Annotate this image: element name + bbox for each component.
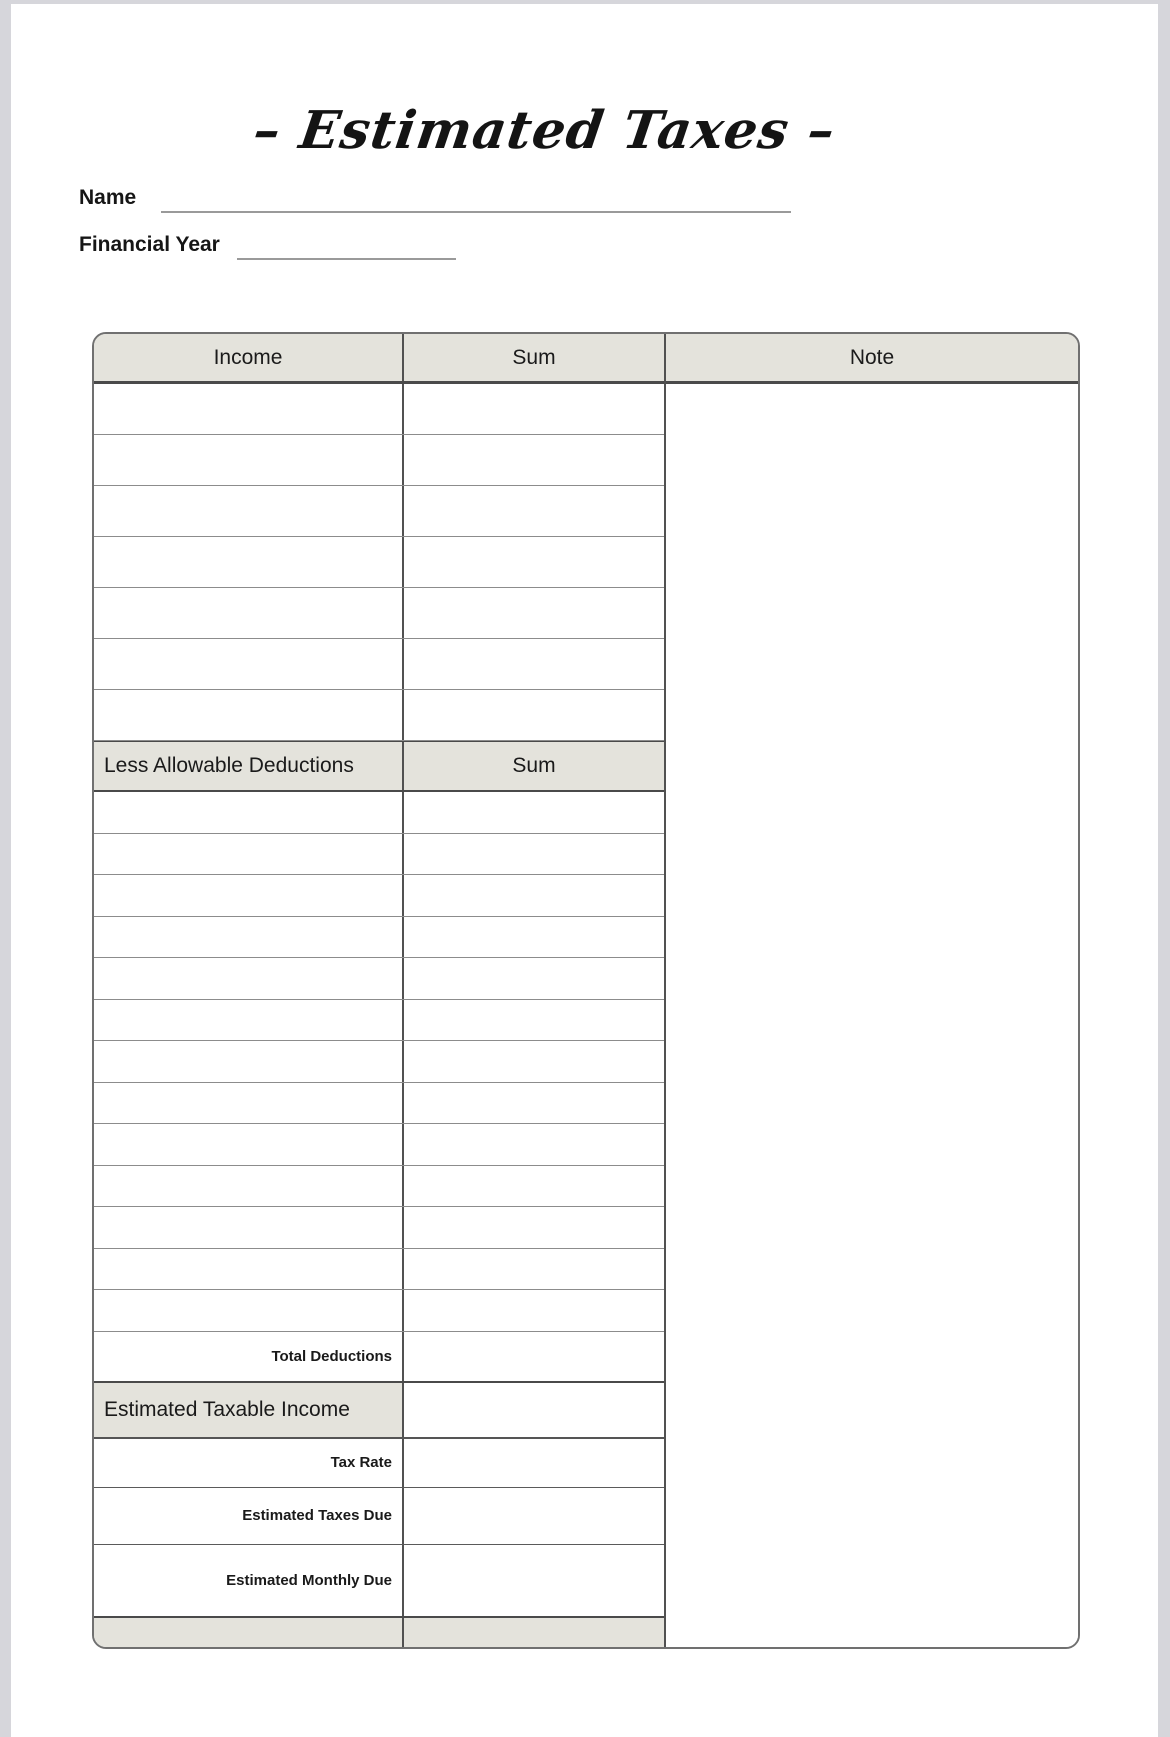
deduction-row bbox=[94, 1166, 664, 1208]
deduction-sum-cell[interactable] bbox=[404, 1290, 664, 1331]
income-row bbox=[94, 588, 664, 639]
estimated-taxes-due-label: Estimated Taxes Due bbox=[94, 1488, 404, 1544]
footer-left-cell bbox=[94, 1618, 404, 1648]
deductions-header-row bbox=[94, 741, 664, 792]
deduction-cell[interactable] bbox=[94, 1249, 404, 1290]
estimated-taxable-income-label: Estimated Taxable Income bbox=[94, 1383, 404, 1437]
document-page bbox=[11, 4, 1158, 1737]
income-cell[interactable] bbox=[94, 384, 404, 434]
income-row bbox=[94, 690, 664, 741]
income-cell[interactable] bbox=[94, 639, 404, 689]
estimated-taxable-income-value-cell[interactable] bbox=[404, 1383, 664, 1437]
deduction-sum-cell[interactable] bbox=[404, 1249, 664, 1290]
deduction-cell[interactable] bbox=[94, 1083, 404, 1124]
note-column-header: Note bbox=[666, 334, 1078, 384]
name-field-label: Name bbox=[79, 186, 137, 209]
deduction-cell[interactable] bbox=[94, 1207, 404, 1248]
footer-sum-cell bbox=[404, 1618, 664, 1648]
page-title: – Estimated Taxes – bbox=[249, 100, 840, 161]
income-sum-cell[interactable] bbox=[404, 690, 664, 740]
deduction-sum-cell[interactable] bbox=[404, 1083, 664, 1124]
deduction-cell[interactable] bbox=[94, 834, 404, 875]
deduction-row bbox=[94, 875, 664, 917]
deduction-cell[interactable] bbox=[94, 1041, 404, 1082]
deduction-row bbox=[94, 834, 664, 876]
income-sum-cell[interactable] bbox=[404, 486, 664, 536]
deduction-row bbox=[94, 1124, 664, 1166]
deductions-sum-header: Sum bbox=[512, 754, 556, 777]
deduction-sum-cell[interactable] bbox=[404, 958, 664, 999]
deduction-row bbox=[94, 917, 664, 959]
deduction-sum-cell[interactable] bbox=[404, 917, 664, 958]
deduction-cell[interactable] bbox=[94, 875, 404, 916]
deduction-sum-cell[interactable] bbox=[404, 1124, 664, 1165]
income-rows bbox=[94, 384, 664, 741]
deduction-row bbox=[94, 1000, 664, 1042]
income-row bbox=[94, 435, 664, 486]
deduction-sum-cell[interactable] bbox=[404, 834, 664, 875]
deduction-row bbox=[94, 958, 664, 1000]
deduction-cell[interactable] bbox=[94, 792, 404, 833]
deduction-sum-cell[interactable] bbox=[404, 792, 664, 833]
total-deductions-value-cell[interactable] bbox=[404, 1332, 664, 1381]
estimated-taxes-table bbox=[92, 332, 1080, 1649]
estimated-taxes-due-value-cell[interactable] bbox=[404, 1488, 664, 1544]
deduction-row bbox=[94, 1249, 664, 1291]
deduction-sum-cell[interactable] bbox=[404, 1166, 664, 1207]
estimated-monthly-due-value-cell[interactable] bbox=[404, 1545, 664, 1616]
estimated-taxable-income-row bbox=[94, 1383, 664, 1439]
estimated-monthly-due-row bbox=[94, 1545, 664, 1618]
financial-year-input-line[interactable] bbox=[237, 258, 456, 260]
income-cell[interactable] bbox=[94, 435, 404, 485]
name-input-line[interactable] bbox=[161, 211, 791, 213]
income-cell[interactable] bbox=[94, 537, 404, 587]
income-sum-cell[interactable] bbox=[404, 384, 664, 434]
deduction-cell[interactable] bbox=[94, 1124, 404, 1165]
estimated-monthly-due-label: Estimated Monthly Due bbox=[94, 1545, 404, 1616]
tax-rate-value-cell[interactable] bbox=[404, 1439, 664, 1487]
deduction-sum-cell[interactable] bbox=[404, 1041, 664, 1082]
deduction-sum-cell[interactable] bbox=[404, 1000, 664, 1041]
income-cell[interactable] bbox=[94, 690, 404, 740]
income-row bbox=[94, 384, 664, 435]
deduction-cell[interactable] bbox=[94, 1166, 404, 1207]
deduction-row bbox=[94, 792, 664, 834]
total-deductions-row bbox=[94, 1332, 664, 1383]
income-row bbox=[94, 486, 664, 537]
income-cell[interactable] bbox=[94, 588, 404, 638]
deduction-sum-cell[interactable] bbox=[404, 1207, 664, 1248]
deduction-row bbox=[94, 1083, 664, 1125]
estimated-taxes-due-row bbox=[94, 1488, 664, 1545]
note-cell[interactable] bbox=[666, 384, 1078, 1647]
tax-rate-label: Tax Rate bbox=[94, 1439, 404, 1487]
income-row bbox=[94, 537, 664, 588]
table-footer-row bbox=[94, 1618, 664, 1648]
table-header-row bbox=[94, 334, 664, 384]
income-cell[interactable] bbox=[94, 486, 404, 536]
note-column bbox=[664, 334, 1078, 1647]
table-left-section bbox=[94, 334, 664, 1647]
income-sum-cell[interactable] bbox=[404, 435, 664, 485]
financial-year-field-label: Financial Year bbox=[79, 233, 220, 256]
deduction-rows bbox=[94, 792, 664, 1332]
deduction-row bbox=[94, 1207, 664, 1249]
deduction-cell[interactable] bbox=[94, 1000, 404, 1041]
income-sum-cell[interactable] bbox=[404, 537, 664, 587]
tax-rate-row bbox=[94, 1439, 664, 1488]
deduction-sum-cell[interactable] bbox=[404, 875, 664, 916]
deduction-cell[interactable] bbox=[94, 958, 404, 999]
income-column-header: Income bbox=[94, 334, 404, 381]
deduction-row bbox=[94, 1041, 664, 1083]
deduction-cell[interactable] bbox=[94, 917, 404, 958]
deduction-cell[interactable] bbox=[94, 1290, 404, 1331]
income-row bbox=[94, 639, 664, 690]
income-sum-cell[interactable] bbox=[404, 639, 664, 689]
deductions-header-label: Less Allowable Deductions bbox=[94, 742, 404, 790]
sum-column-header: Sum bbox=[512, 345, 556, 369]
income-sum-cell[interactable] bbox=[404, 588, 664, 638]
total-deductions-label: Total Deductions bbox=[94, 1332, 404, 1381]
deduction-row bbox=[94, 1290, 664, 1332]
